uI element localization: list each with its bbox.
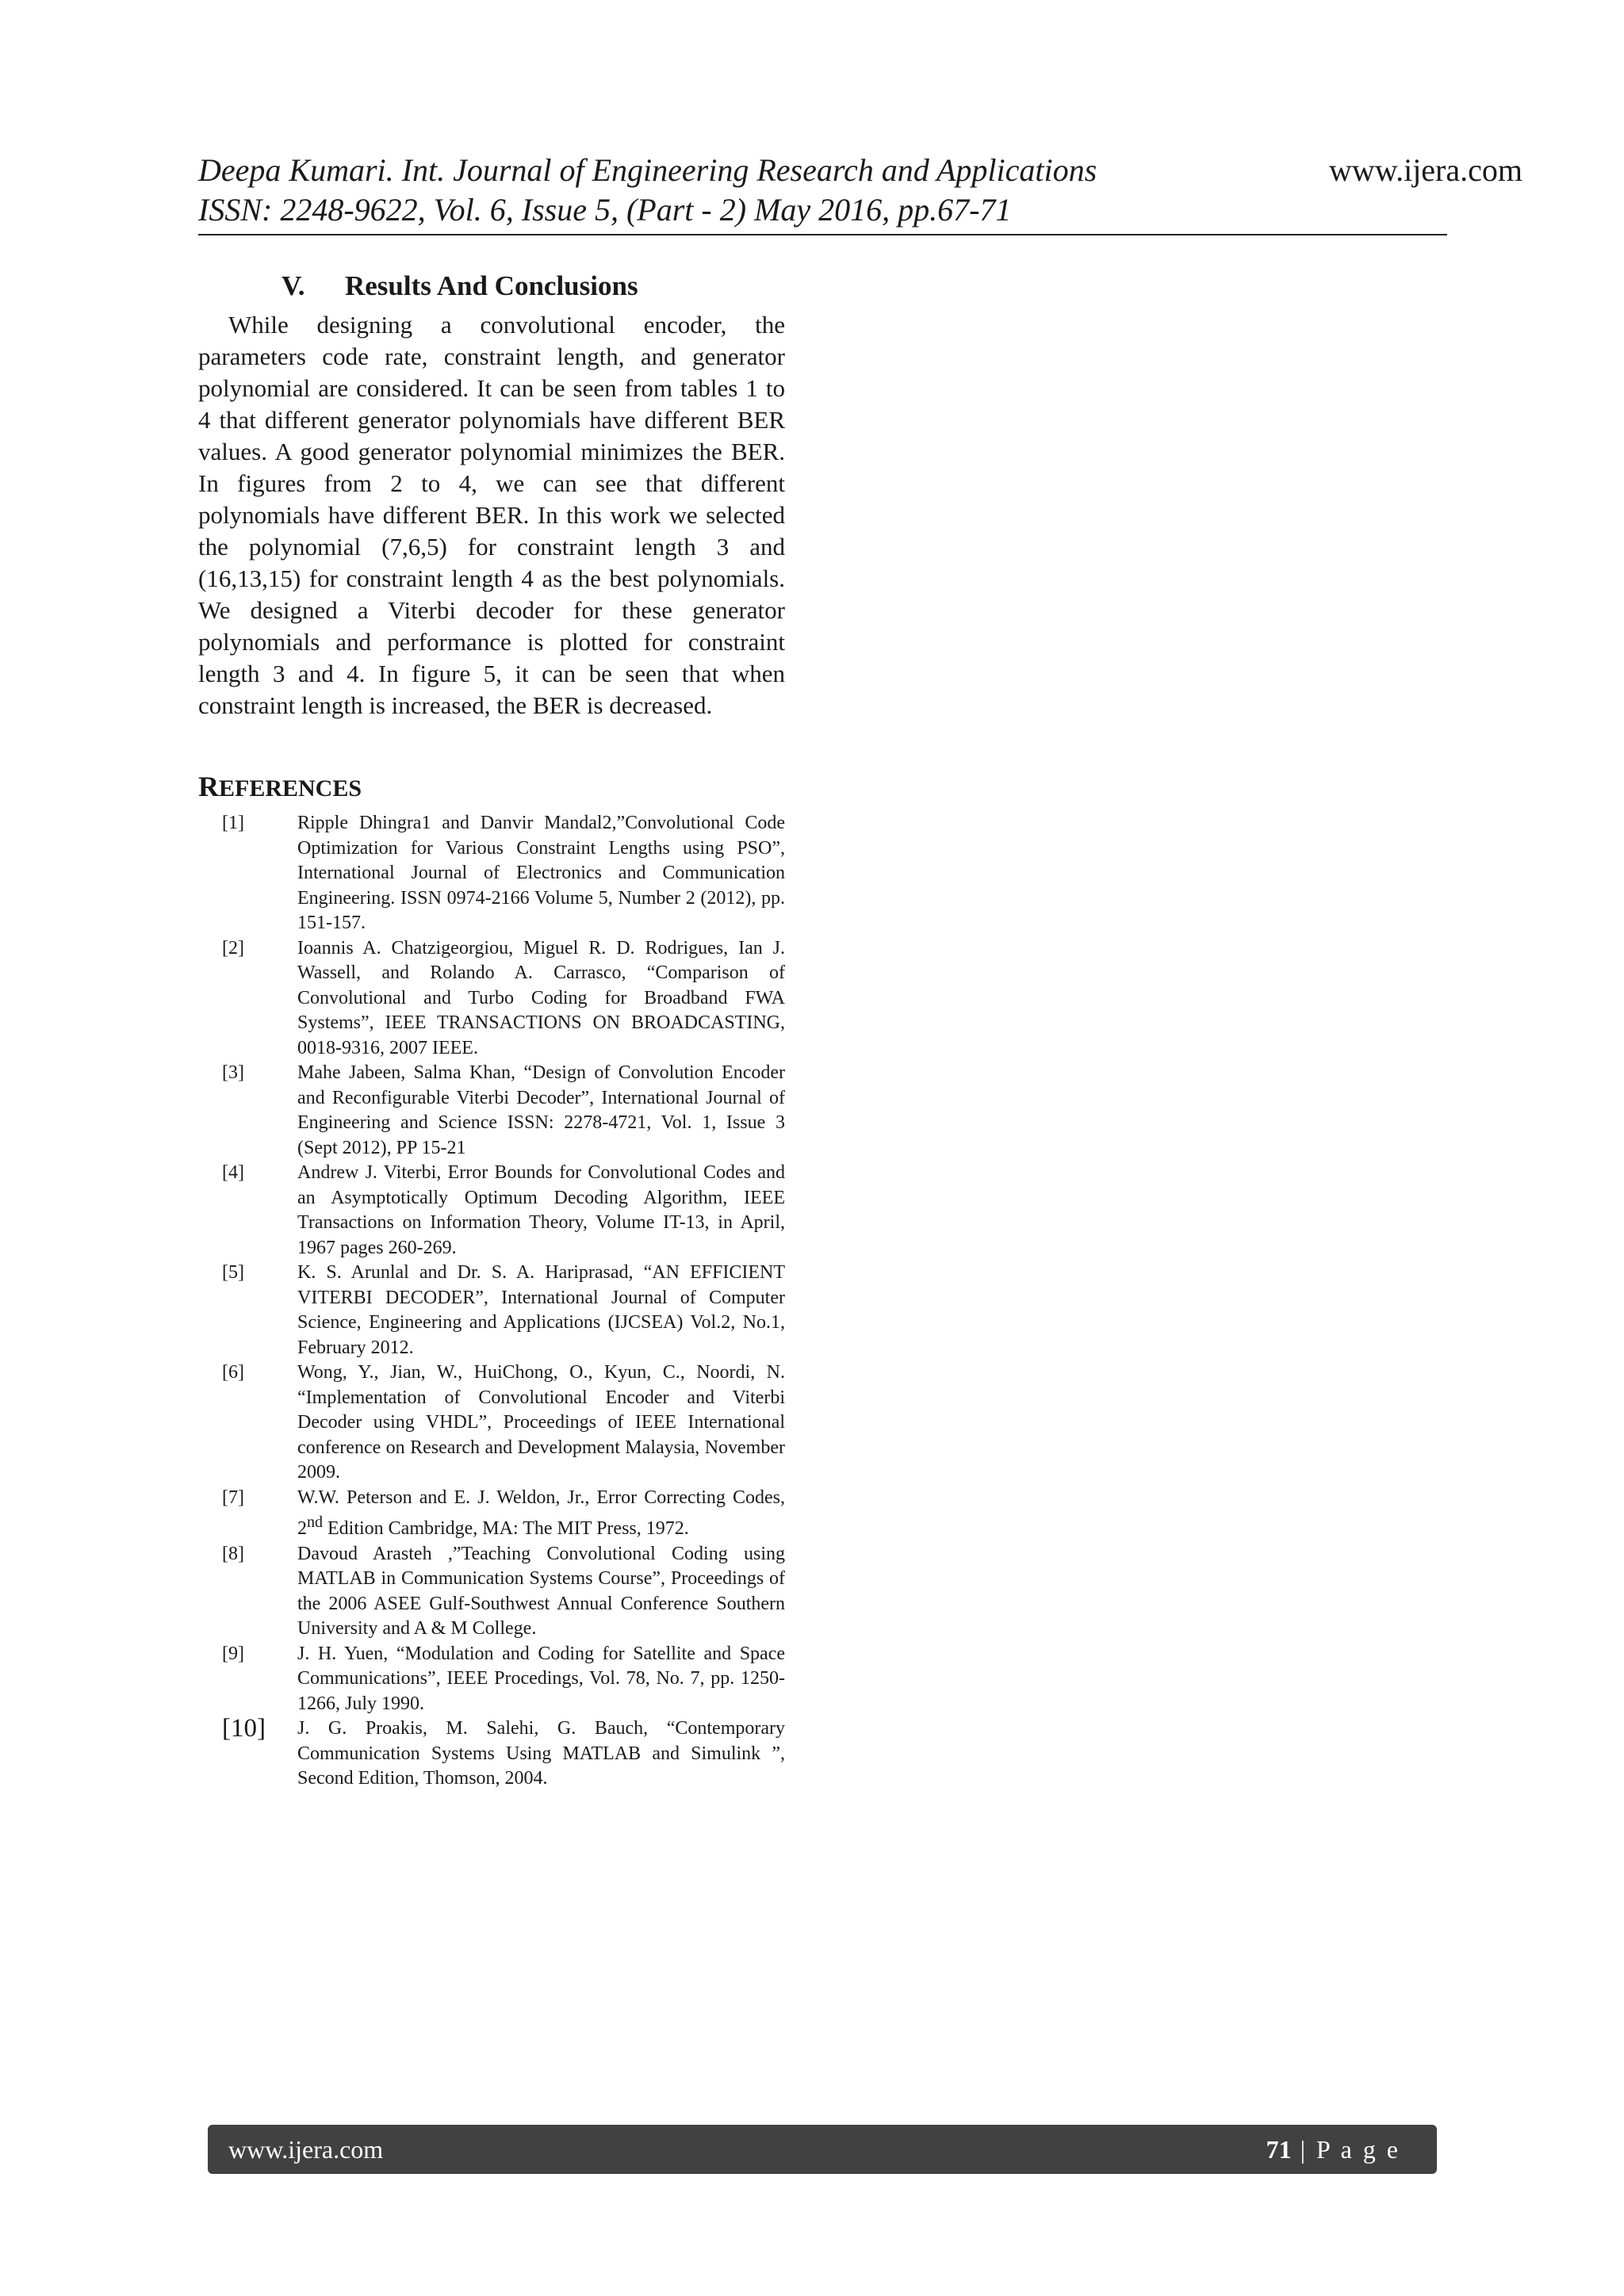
running-header [198, 151, 1522, 230]
reference-text: J. H. Yuen, “Modulation and Coding for Satellite and Space Communications”, IEEE Procedings, Vol. 78, No. 7, pp. 1250-1266, July 1990. [297, 1643, 785, 1714]
reference-item [198, 811, 785, 936]
section-title [282, 266, 785, 306]
reference-number: [5] [222, 1262, 244, 1283]
reference-text: Andrew J. Viterbi, Error Bounds for Convolutional Codes and an Asymptotically Optimum Decoding Algorithm, IEEE Transactions on Information Theory, Volume IT-13, in April, 1967 pages 260-269. [297, 1162, 785, 1258]
reference-item [198, 1642, 785, 1717]
reference-number: [10] [222, 1714, 266, 1743]
reference-text: Mahe Jabeen, Salma Khan, “Design of Convolution Encoder and Reconfigurable Viterbi Decoder”, International Journal of Engineering and Science ISSN: 2278-4721, Vol. 1, Issue 3 (Sept 2012), PP 15-21 [297, 1062, 785, 1158]
reference-item [198, 1360, 785, 1486]
reference-text: Davoud Arasteh ,”Teaching Convolutional Coding using MATLAB in Communication Systems Course”, Proceedings of the 2006 ASEE Gulf-Southwest Annual Conference Southern University and A & M College. [297, 1543, 785, 1639]
reference-text: W.W. Peterson and E. J. Weldon, Jr., Error Correcting Codes, 2nd Edition Cambridge, MA: The MIT Press, 1972. [297, 1487, 785, 1539]
header-rule [198, 234, 1447, 235]
reference-number: [9] [222, 1643, 244, 1664]
reference-text: J. G. Proakis, M. Salehi, G. Bauch, “Contemporary Communication Systems Using MATLAB and Simulink ”, Second Edition, Thomson, 2004. [297, 1718, 785, 1789]
reference-number: [1] [222, 813, 244, 833]
reference-text: Ioannis A. Chatzigeorgiou, Miguel R. D. Rodrigues, Ian J. Wassell, and Rolando A. Carrasco, “Comparison of Convolutional and Turbo Coding for Broadband FWA Systems”, IEEE TRANSACTIONS ON BROADCASTING, 0018-9316, 2007 IEEE. [297, 937, 785, 1058]
reference-item [198, 1061, 785, 1161]
reference-text: K. S. Arunlal and Dr. S. A. Hariprasad, “AN EFFICIENT VITERBI DECODER”, International Journal of Computer Science, Engineering and Applications (IJCSEA) Vol.2, No.1, February 2012. [297, 1262, 785, 1358]
page-number: 71 [1266, 2135, 1292, 2164]
references-heading: REFERENCES [198, 771, 362, 802]
footer-site-link[interactable]: www.ijera.com [228, 2135, 384, 2164]
left-column [198, 266, 785, 1792]
reference-item [198, 936, 785, 1062]
reference-number: [8] [222, 1543, 244, 1564]
reference-number: [4] [222, 1162, 244, 1183]
reference-item [198, 1486, 785, 1542]
reference-item [198, 1542, 785, 1642]
section-number: V. [282, 270, 305, 301]
reference-item [198, 1161, 785, 1261]
page-footer [208, 2125, 1437, 2174]
section-title-text: Results And Conclusions [345, 270, 638, 301]
section-body: While designing a convolutional encoder, the parameters code rate, constraint length, and generator polynomial are considered. It can be seen from tables 1 to 4 that different generator polynomials have different BER values. A good generator polynomial minimizes the BER. In figures from 2 to 4, we can see that different polynomials have different BER. In this work we selected the polynomial (7,6,5) for constraint length 3 and (16,13,15) for constraint length 4 as the best polynomials. We designed a Viterbi decoder for these generator polynomials and performance is plotted for constraint length 3 and 4. In figure 5, it can be seen that when constraint length is increased, the BER is decreased. [198, 311, 785, 719]
reference-number: [6] [222, 1362, 244, 1383]
reference-item [198, 1716, 785, 1792]
footer-page-label: 71 | P a g e [1266, 2135, 1400, 2164]
header-journal-line: Deepa Kumari. Int. Journal of Engineering Research and Applications [198, 152, 1097, 188]
reference-item [198, 1261, 785, 1360]
reference-number: [7] [222, 1487, 244, 1508]
header-site-link[interactable]: www.ijera.com [1329, 152, 1522, 188]
reference-number: [2] [222, 937, 244, 959]
header-issue-line: ISSN: 2248-9622, Vol. 6, Issue 5, (Part - 2) May 2016, pp.67-71 [198, 192, 1012, 228]
reference-text: Ripple Dhingra1 and Danvir Mandal2,”Convolutional Code Optimization for Various Constraint Lengths using PSO”, International Journal of Electronics and Communication Engineering. ISSN 0974-2166 Volume 5, Number 2 (2012), pp. 151-157. [297, 813, 785, 933]
reference-number: [3] [222, 1062, 244, 1083]
reference-text: Wong, Y., Jian, W., HuiChong, O., Kyun, C., Noordi, N. “Implementation of Convolutional Encoder and Viterbi Decoder using VHDL”, Proceedings of IEEE International conference on Research and Development Malaysia, November 2009. [297, 1362, 785, 1483]
